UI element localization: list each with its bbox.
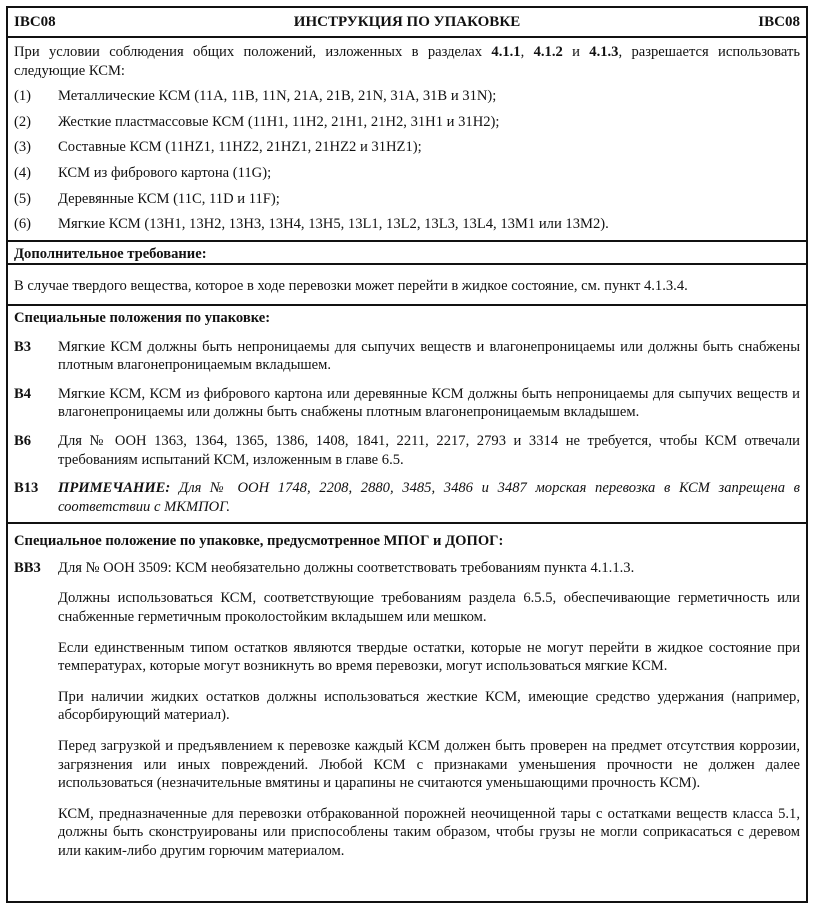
intro-text-after: , разрешается использовать следующие КСМ:	[14, 44, 800, 79]
provision-bb3	[14, 559, 800, 578]
bb3-paragraph: Перед загрузкой и предъявлением к перевозке каждый КСМ должен быть проверен на предмет отсутствия коррозии, загрязнения или иных повреждений. Любой КСМ с признаками уменьшения прочности не должен далее использоваться (незначительные вмятины и царапины не считаются уменьшающими прочность КСМ).	[58, 738, 800, 792]
provision-code: B6	[14, 432, 32, 449]
bb3-paragraph: При наличии жидких остатков должны использоваться жесткие КСМ, имеющие средство удержания (например, абсорбирующий материал).	[58, 688, 800, 724]
bb3-paragraph: КСМ, предназначенные для перевозки отбракованной порожней неочищенной тары с остатками веществ класса 5.1, должны быть сконструированы или приспособлены таким образом, чтобы грузы не могли соприкасаться с деревом или каким-либо другим горючим материалом.	[58, 805, 800, 859]
provision-text: Для № ООН 1363, 1364, 1365, 1386, 1408, 1841, 2211, 2217, 2793 и 3314 не требуется, чтобы КСМ отвечали требованиям испытаний КСМ, изложенным в главе 6.5.	[58, 432, 800, 468]
list-item-text: Деревянные КСМ (11C, 11D и 11F);	[58, 190, 280, 207]
provision-b6	[14, 432, 800, 469]
list-item	[14, 164, 800, 183]
intro-ref-4-1-1: 4.1.1	[491, 44, 521, 60]
additional-requirement-body	[8, 277, 806, 306]
provision-text: Мягкие КСМ, КСМ из фибрового картона или деревянные КСМ должны быть непроницаемы для сыпучих веществ и влагонепроницаемы или должны быть снабжены плотным влагонепроницаемым вкладышем.	[58, 385, 800, 421]
header-row	[8, 8, 806, 38]
provision-code: B3	[14, 338, 32, 355]
list-item-text: Составные КСМ (11HZ1, 11HZ2, 21HZ1, 21HZ2 и 31HZ1);	[58, 139, 422, 156]
intro-ref-4-1-3: 4.1.3	[589, 44, 619, 60]
provision-b13	[14, 479, 800, 516]
note-text: Для № ООН 1748, 2208, 2880, 3485, 3486 и 3487 морская перевозка в КСМ запрещена в соответствии с МКМПОГ.	[58, 480, 800, 515]
intro-sep-2: и	[562, 44, 590, 60]
list-item	[14, 190, 800, 209]
header-title: ИНСТРУКЦИЯ ПО УПАКОВКЕ	[293, 13, 521, 30]
additional-requirement-title: Дополнительное требование:	[14, 245, 207, 262]
rid-adr-section	[8, 532, 806, 860]
packing-instruction-document	[6, 6, 808, 903]
provision-text: Для № ООН 3509: КСМ необязательно должны соответствовать требованиям пункта 4.1.1.3.	[58, 559, 635, 576]
list-item-number: (4)	[14, 164, 32, 181]
intro-ref-4-1-2: 4.1.2	[533, 44, 563, 60]
rid-adr-title: Специальное положение по упаковке, предусмотренное МПОГ и ДОПОГ:	[14, 533, 504, 550]
provision-text: Мягкие КСМ должны быть непроницаемы для сыпучих веществ и влагонепроницаемы или должны быть снабжены плотным влагонепроницаемым вкладышем.	[58, 338, 800, 374]
intro-sep-1: ,	[520, 44, 534, 60]
list-item-text: Жесткие пластмассовые КСМ (11H1, 11H2, 21H1, 21H2, 31H1 и 31H2);	[58, 113, 500, 130]
list-item-number: (6)	[14, 216, 32, 233]
list-item-text: Металлические КСМ (11A, 11B, 11N, 21A, 21B, 21N, 31A, 31B и 31N);	[58, 88, 497, 105]
intro-text-before: При условии соблюдения общих положений, изложенных в разделах	[14, 44, 492, 60]
additional-requirement-section	[8, 245, 806, 266]
list-item	[14, 138, 800, 157]
list-item-text: КСМ из фибрового картона (11G);	[58, 164, 272, 181]
provision-code: B4	[14, 385, 32, 402]
list-item-number: (5)	[14, 190, 32, 207]
additional-requirement-text: В случае твердого вещества, которое в ходе перевозки может перейти в жидкое состояние, см. пункт 4.1.3.4.	[14, 278, 688, 295]
list-item-number: (2)	[14, 113, 32, 130]
ibc-types-section	[8, 43, 806, 242]
provision-b3	[14, 338, 800, 375]
bb3-paragraph: Если единственным типом остатков являются твердые остатки, которые не могут перейти в жидкое состояние при температурах, которые могут возникнуть во время перевозки, могут использоваться мягкие КСМ.	[58, 639, 800, 675]
list-item-number: (3)	[14, 139, 32, 156]
provision-text	[58, 479, 800, 516]
list-item	[14, 87, 800, 106]
special-provisions-section	[8, 309, 806, 524]
provision-b4	[14, 385, 800, 422]
list-item	[14, 215, 800, 234]
list-item	[14, 113, 800, 132]
intro-paragraph	[14, 43, 800, 80]
header-left-code: IBC08	[14, 13, 56, 30]
list-item-number: (1)	[14, 88, 32, 105]
provision-code: B13	[14, 480, 39, 497]
note-label: ПРИМЕЧАНИЕ:	[58, 480, 171, 497]
header-right-code: IBC08	[758, 13, 800, 30]
list-item-text: Мягкие КСМ (13H1, 13H2, 13H3, 13H4, 13H5, 13L1, 13L2, 13L3, 13L4, 13M1 или 13M2).	[58, 216, 609, 233]
provision-code: BB3	[14, 559, 41, 576]
special-provisions-title: Специальные положения по упаковке:	[14, 309, 271, 326]
bb3-paragraph: Должны использоваться КСМ, соответствующие требованиям раздела 6.5.5, обеспечивающие герметичность или снабженные герметичным проколостойким вкладышем или мешком.	[58, 590, 800, 626]
